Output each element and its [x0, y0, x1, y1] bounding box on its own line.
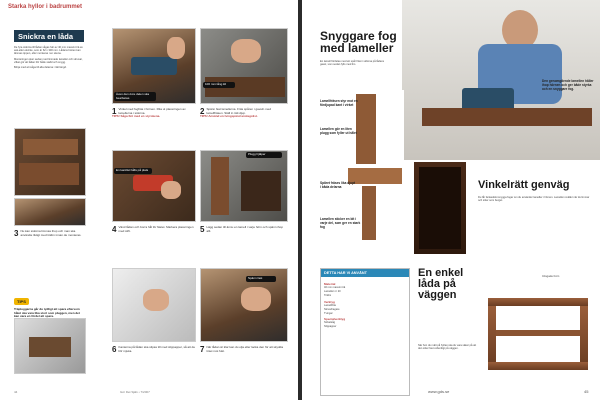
step-number: 7 — [200, 345, 205, 354]
photo-wood-pieces — [14, 128, 86, 196]
step-text: Kanterna på lådan ska slipas till med slippapper, så att de blir mjuka. — [118, 345, 195, 353]
section3-text: När hon du mätt på hyllan ska du vara säker på att den sitter fast ordentligt på väggen. — [418, 344, 477, 351]
step-text: Lägg sedan till ännu en lamell i varje hörn och spänn ihop allt. — [206, 225, 284, 233]
step-5 — [200, 226, 288, 233]
photo-step-3 — [14, 198, 86, 226]
footer-magazine: Gör Det Själv • 7/2007 — [120, 390, 150, 394]
diagram-label: Lamellen gör en liten plugg som fyller ut hålet — [320, 127, 357, 135]
materials-item: Trälim — [324, 294, 332, 298]
special-tools-heading: Specialverktyg — [324, 317, 346, 322]
tools-item: Lamellfräs — [324, 303, 336, 307]
step-number: 1 — [112, 107, 117, 116]
photo-step-4 — [112, 150, 196, 222]
step-3 — [14, 230, 86, 237]
diagram-label: Lamellen sticker en bit i varje del, som ger en stark fog — [320, 217, 361, 229]
step-tip: TIPS! Såga fint med en styrskena. — [112, 114, 161, 119]
section2-text: Du får fantastiskt snygga fogar om du använder lameller i hörnen. Lamellen sväller när du limmar och sitter som berget. — [478, 196, 590, 203]
section2-title: Vinkelrätt genväg — [478, 179, 570, 191]
materials-header: DETTA HAR VI ANVÄNT — [321, 269, 409, 277]
page-url: www.gds.se — [428, 389, 450, 394]
materials-heading: Material — [324, 282, 336, 286]
photo-caption: En kantlist hålls på plats — [114, 168, 152, 174]
special-tools-item: Slippapper — [324, 325, 337, 329]
right-title: Snyggare fog med lameller — [320, 29, 397, 55]
step-6 — [112, 346, 196, 353]
step-number: 5 — [200, 225, 205, 234]
photo-caption: Spänn fast — [246, 276, 276, 282]
photo-step-5 — [200, 150, 288, 222]
step-number: 2 — [200, 107, 205, 116]
tips-badge: TIPS — [14, 298, 29, 305]
step-4 — [112, 226, 196, 233]
dimension-label: Infogade hörn — [542, 274, 560, 278]
page-header: Starka hyllor i badrummet — [8, 4, 83, 10]
right-intro: En lamell fördelas med ett spår fräst i sidorna på lådans gavel, som sedan fylls med lim. — [320, 60, 385, 67]
photo-tips — [14, 318, 86, 374]
intro-paragraph: Monteringen sker sedan med limmade lameller och skruvar, vilket gör att lådan blir både stabil och snygg. — [14, 57, 83, 64]
step-text: Vänd lådan och borra hål för fästet. Markera placeringen med stift. — [118, 225, 194, 233]
materials-box — [320, 268, 410, 396]
special-tools-item: Sickelsåg — [324, 321, 336, 325]
photo-caption: Även den övre delen ska bearbetas — [114, 92, 156, 101]
step-text: Nu kan sidorna limmas ihop och man ska använda riktigt med trälim innan de monteras. — [20, 229, 82, 237]
intro-paragraph: De fyra sidorna till lådan sågas här av 40 mm massivt trä av ask-eller ekvirke, som är 62 x 300 mm. Lådans botten kan lämnas öppen, eller monteras i en skena. — [14, 46, 83, 56]
photo-caption: 100 mm lång kil — [203, 82, 235, 88]
step-text: Spänn fast lamellerna. Fräs spåren i gaveln med lamellfräsen. Ställ in rätt djup. — [206, 107, 271, 115]
step-number: 4 — [112, 225, 117, 234]
callout-top: Den genomgående lamellen håller ihop hörnen och ger både styrka och en snyggare fog. — [542, 79, 594, 91]
page-number: 45 — [584, 389, 589, 394]
photo-shelf-context — [466, 162, 596, 176]
step-text: Vinkel med fogfräs i hörnen. Rita ut placeringen av lamellerna i sidorna. — [118, 107, 186, 115]
diagram-label: Spåret fräses lika djupt i båda delarna — [320, 181, 356, 189]
photo-step-6 — [112, 268, 196, 342]
step-2 — [200, 108, 288, 119]
tips-box — [14, 290, 84, 319]
materials-item: Lameller nr 20 — [324, 290, 341, 294]
section-title: Snickra en låda — [14, 30, 84, 42]
photo-cabinet — [414, 162, 466, 254]
materials-item: 40 mm massivt trä — [324, 286, 346, 289]
left-page — [0, 0, 298, 400]
step-1 — [112, 108, 196, 119]
tips-text: Träpluggarna går du tydligt att spara eftersom hålet ska vara lika stort som pluggen, men det kan vara en fördel att spara. — [14, 307, 80, 319]
photo-caption: Plugg hjälper — [246, 152, 282, 158]
photo-step-2 — [200, 28, 288, 104]
right-page — [302, 0, 600, 400]
shelf-illustration — [488, 290, 592, 374]
intro-text — [14, 46, 86, 71]
intro-paragraph: Börja med att såga till alla delarna i rätt längd. — [14, 66, 67, 70]
page-number: 44 — [14, 390, 18, 394]
tools-heading: Verktyg — [324, 299, 335, 304]
step-7 — [200, 346, 288, 353]
tools-item: Skruvdragare — [324, 307, 340, 311]
step-text: När lådan är klar kan du olja eller lacka den för att skydda träet mot fukt. — [206, 345, 283, 353]
step-tip: TIPS! Använd en tvingspänd anslagslist. — [200, 114, 258, 119]
tools-item: Tvingar — [324, 312, 333, 316]
step-number: 3 — [14, 229, 19, 238]
step-number: 6 — [112, 345, 117, 354]
diagram-label: Lamellfräsen styr mot en fördjupad kant i virket — [320, 99, 358, 107]
section3-title: En enkel låda på väggen — [418, 267, 464, 301]
